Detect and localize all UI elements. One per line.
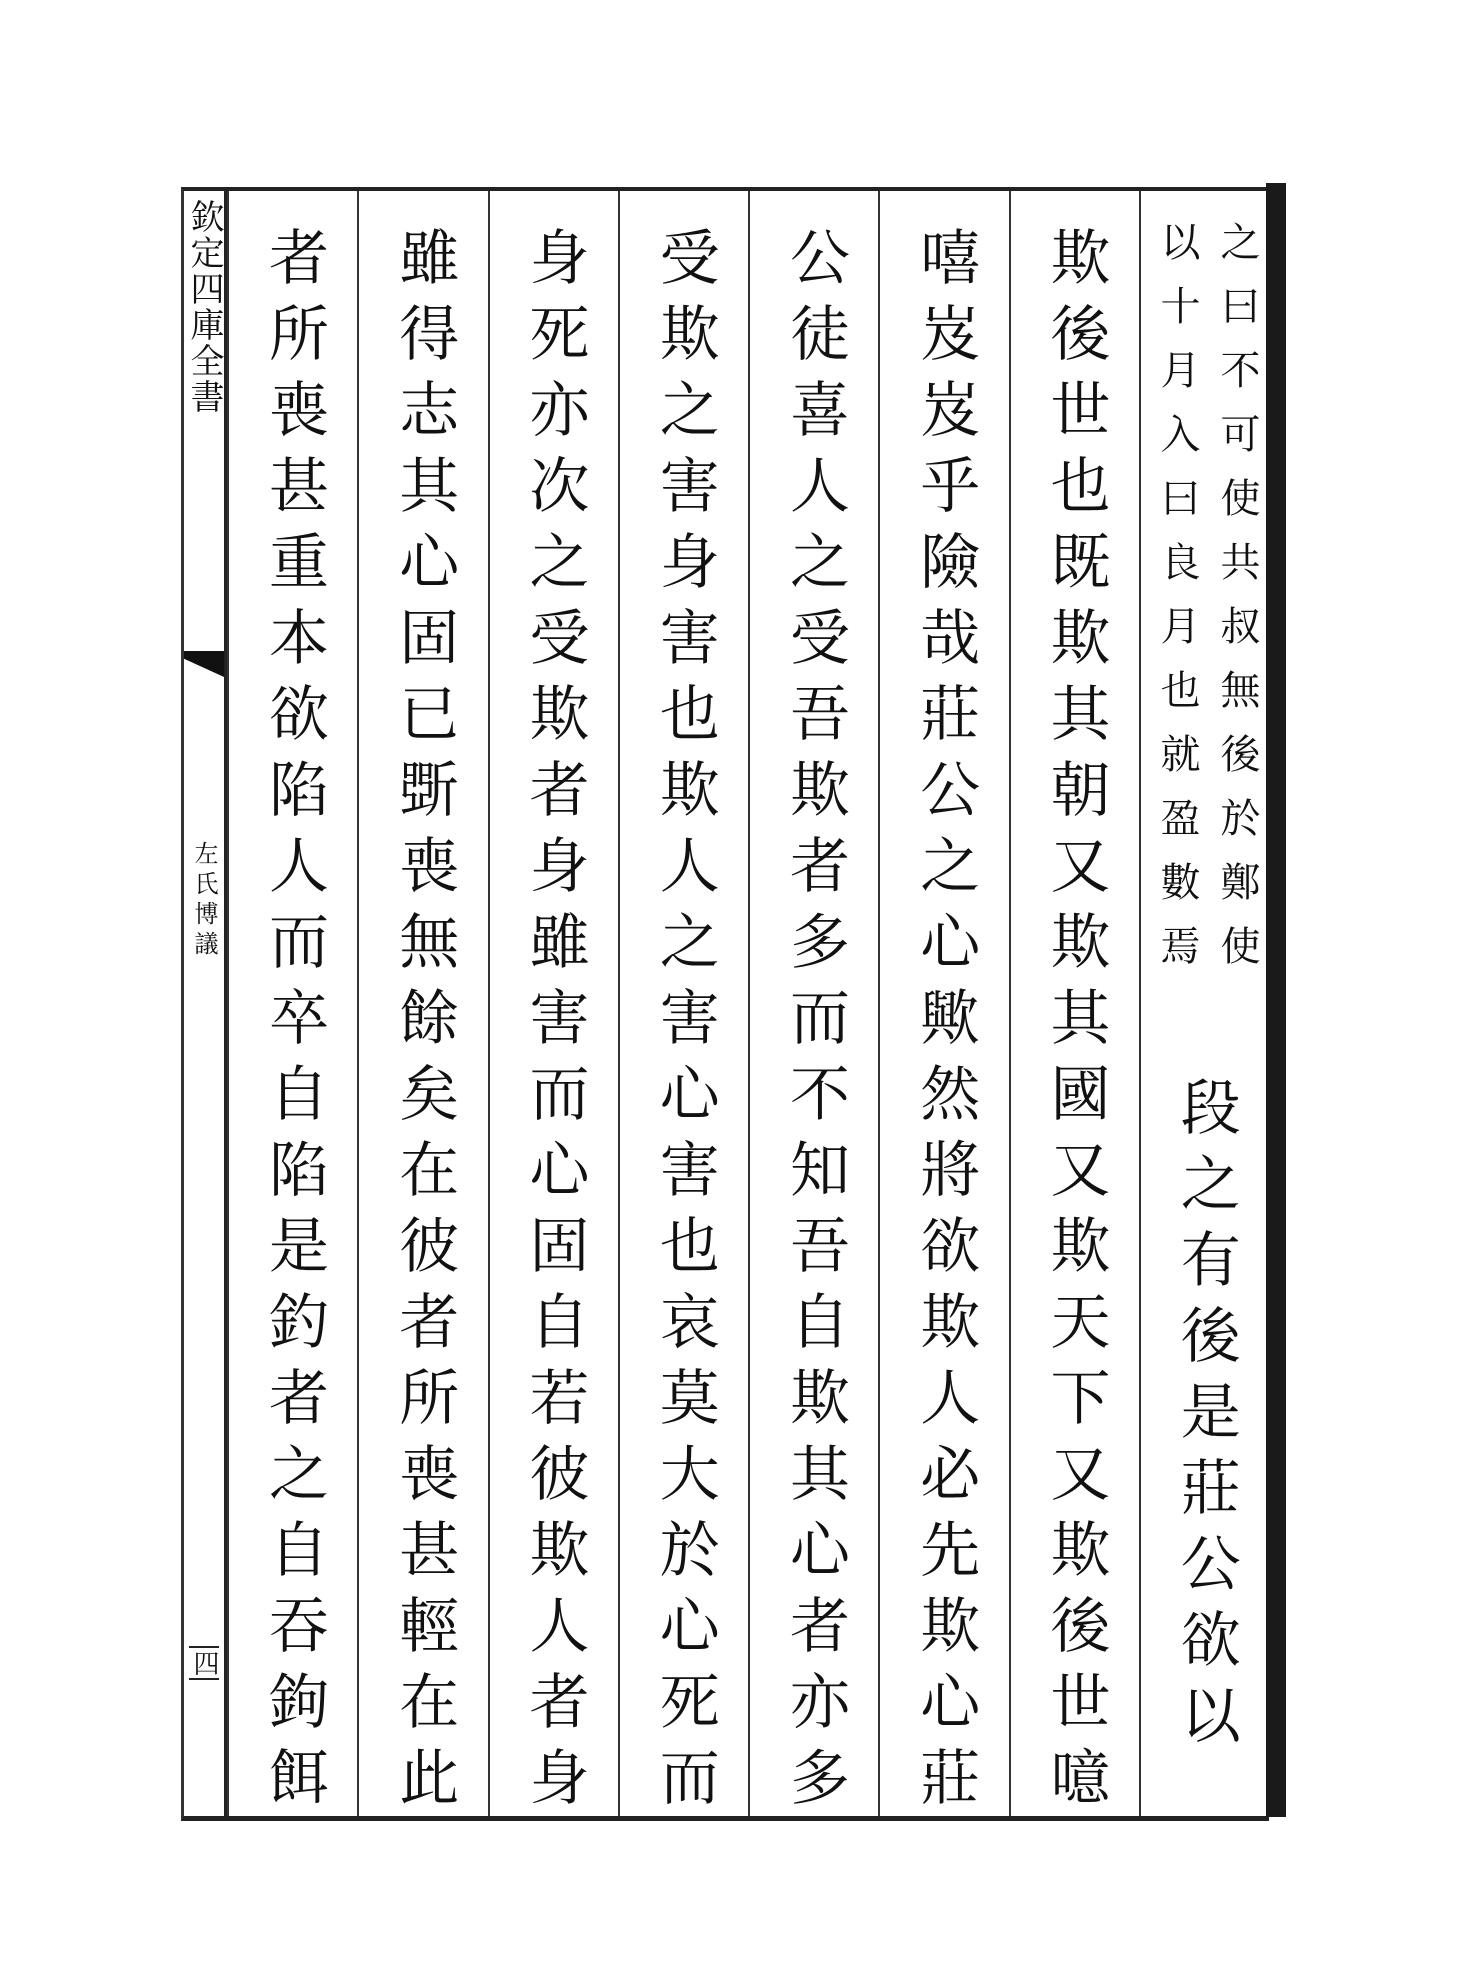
fishtail-mark — [184, 651, 224, 677]
annotation-right: 之曰不可使共叔無後於鄭使 — [1214, 221, 1260, 989]
right-border-bar — [1266, 183, 1286, 1817]
page-margin-strip — [184, 191, 227, 1816]
text-column-5 — [618, 191, 748, 1822]
text-column-4 — [748, 191, 878, 1822]
column-text: 雖得志其心固已斲喪無餘矣在彼者所喪甚輕在此 — [389, 226, 460, 1822]
text-column-2 — [1009, 191, 1139, 1822]
column-text: 公徒喜人之受吾欺者多而不知吾自欺其心者亦多 — [780, 226, 850, 1822]
column-text: 段之有後是莊公欲以 — [1170, 1076, 1241, 1760]
column-text: 欺後世也既欺其朝又欺其國又欺天下又欺後世噫 — [1040, 226, 1111, 1822]
collection-title: 欽定四庫全書 — [184, 199, 224, 415]
column-text: 嘻岌岌乎險哉莊公之心歟然將欲欺人必先欺心莊 — [910, 226, 981, 1822]
text-column-7 — [357, 191, 487, 1822]
text-columns — [227, 191, 1269, 1822]
text-column-1 — [1139, 191, 1269, 1816]
text-column-3 — [878, 191, 1008, 1822]
text-column-6 — [488, 191, 618, 1822]
page-frame — [181, 187, 1269, 1821]
annotation-left: 以十月入曰良月也就盈數焉 — [1154, 221, 1200, 989]
page-number: 四 — [189, 1646, 219, 1680]
text-column-8 — [227, 191, 357, 1822]
book-title: 左氏博議 — [190, 841, 218, 961]
column-text: 者所喪甚重本欲陷人而卒自陷是釣者之自吞鉤餌 — [259, 226, 329, 1822]
column-text: 受欺之害身害也欺人之害心害也哀莫大於心死而 — [649, 226, 720, 1822]
column-text: 身死亦次之受欺者身雖害而心固自若彼欺人者身 — [519, 226, 590, 1822]
